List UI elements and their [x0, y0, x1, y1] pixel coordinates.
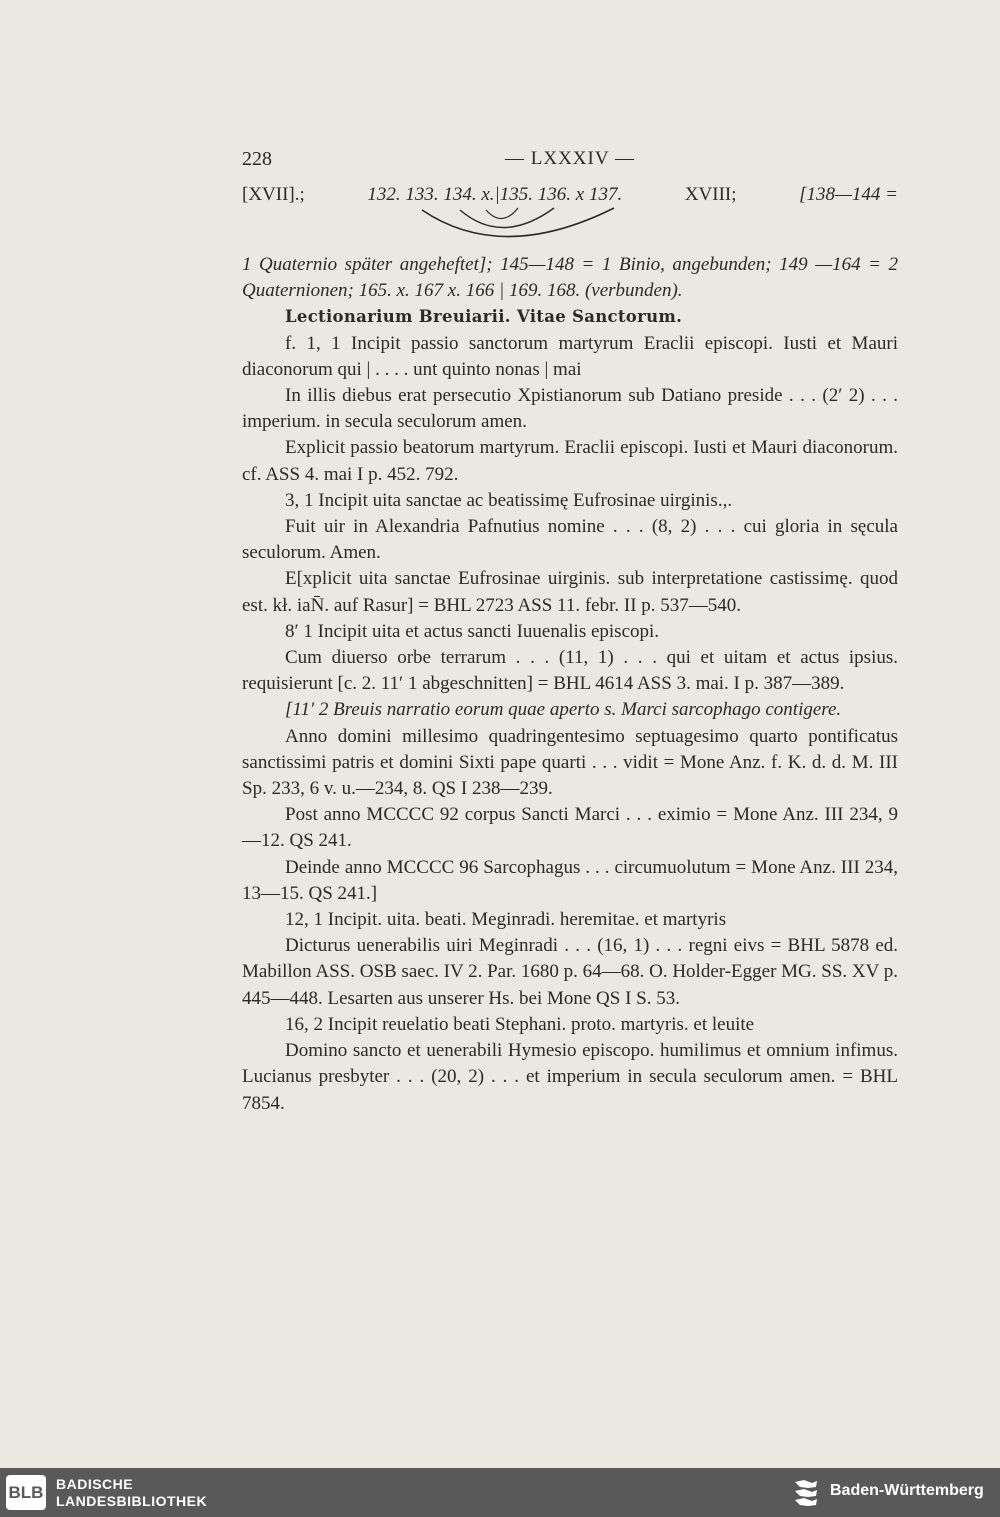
text-paragraph: E[xplicit uita sanctae Eufrosinae uirginis. sub interpretatione castissimę. quod est. kł. iaN̄. auf Rasur] = BHL 2723 ASS 11. febr. II p. 537—540. — [242, 568, 898, 616]
state-name[interactable]: Baden-Württemberg — [830, 1482, 984, 1499]
text-paragraph: 16, 2 Incipit reuelatio beati Stephani. proto. martyris. et leuite — [285, 1013, 755, 1035]
text-block — [242, 146, 898, 1117]
quire-part-3: XVIII; — [684, 184, 737, 205]
text-paragraph: Post anno MCCCC 92 corpus Sancti Marci . . . eximio = Mone Anz. III 234, 9—12. QS 241. — [242, 804, 898, 852]
text-paragraph: In illis diebus erat persecutio Xpistianorum sub Datiano preside . . . (2′ 2) . . . imperium. in secula seculorum amen. — [242, 385, 898, 433]
page-header — [242, 146, 898, 182]
library-name[interactable] — [56, 1476, 207, 1510]
library-name-line-2: LANDESBIBLIOTHEK — [56, 1493, 208, 1509]
text-paragraph: Cum diuerso orbe terrarum . . . (11, 1) . . . qui et uitam et actus ipsius. requisierunt [c. 2. 11′ 1 abgeschnitten] = BHL 4614 ASS 3. mai. I p. 387—389. — [242, 647, 898, 695]
text-paragraph: Deinde anno MCCCC 96 Sarcophagus . . . circumuolutum = Mone Anz. III 234, 13—15. QS 241.] — [242, 856, 898, 904]
text-paragraph: 3, 1 Incipit uita sanctae ac beatissimę Eufrosinae uirginis.,. — [285, 489, 733, 511]
blb-logo[interactable]: BLB — [6, 1475, 46, 1510]
text-paragraph: Explicit passio beatorum martyrum. Eraclii episcopi. Iusti et Mauri diaconorum. cf. ASS 4. mai I p. 452. 792. — [242, 437, 898, 485]
footer-bar — [0, 1468, 1000, 1517]
quire-part-4: [138—144 = — [799, 184, 898, 205]
text-paragraph: Anno domini millesimo quadringentesimo septuagesimo quarto pontificatus sanctissimi patris et domini Sixti pape quarti . . . vidit = Mone Anz. f. K. d. d. M. III Sp. 233, 6 v. u.—234, 8. QS I 238—239. — [242, 725, 898, 800]
text-paragraph: Domino sancto et uenerabili Hymesio episcopo. humilimus et omnium infimus. Lucianus presbyter . . . (20, 2) . . . et imperium in secula seculorum amen. = BHL 7854. — [242, 1040, 898, 1114]
quire-part-1: [XVII].; — [242, 184, 305, 205]
section-title: Lectionarium Breuiarii. Vitae Sanctorum. — [285, 307, 683, 327]
quire-formula — [242, 182, 898, 252]
text-paragraph: 12, 1 Incipit. uita. beati. Meginradi. heremitae. et martyris — [285, 909, 727, 931]
text-paragraph: f. 1, 1 Incipit passio sanctorum martyrum Eraclii episcopi. Iusti et Mauri diaconorum qui | . . . . unt quinto nonas | mai — [242, 332, 898, 380]
section-number: — LXXXIV — — [505, 148, 635, 169]
text-paragraph: Fuit uir in Alexandria Pafnutius nomine . . . (8, 2) . . . cui gloria in sęcula seculorum. Amen. — [242, 516, 898, 564]
quire-continuation: 1 Quaternio später angeheftet]; 145—148 = 1 Binio, angebunden; 149 —164 = 2 Quaternionen; 165. x. 167 x. 166 | 169. 168. (verbunden). — [242, 254, 898, 302]
page-number: 228 — [242, 148, 272, 170]
text-paragraph: Dicturus uenerabilis uiri Meginradi . . . (16, 1) . . . regni eivs = BHL 5878 ed. Mabillon ASS. OSB saec. IV 2. Par. 1680 p. 64—68. O. Holder-Egger MG. SS. XV p. 445—448. Lesarten aus unserer Hs. bei Mone QS I S. 53. — [242, 935, 899, 1009]
text-paragraph: 8′ 1 Incipit uita et actus sancti Iuuenalis episcopi. — [285, 620, 660, 642]
quire-part-2: 132. 133. 134. x.|135. 136. x 137. — [367, 184, 623, 205]
quire-binding-arcs — [382, 204, 622, 256]
library-name-line-1: BADISCHE — [56, 1476, 134, 1492]
text-paragraph: [11′ 2 Breuis narratio eorum quae aperto s. Marci sarcophago contigere. — [285, 699, 842, 721]
baden-wuerttemberg-lions-icon — [792, 1478, 820, 1508]
